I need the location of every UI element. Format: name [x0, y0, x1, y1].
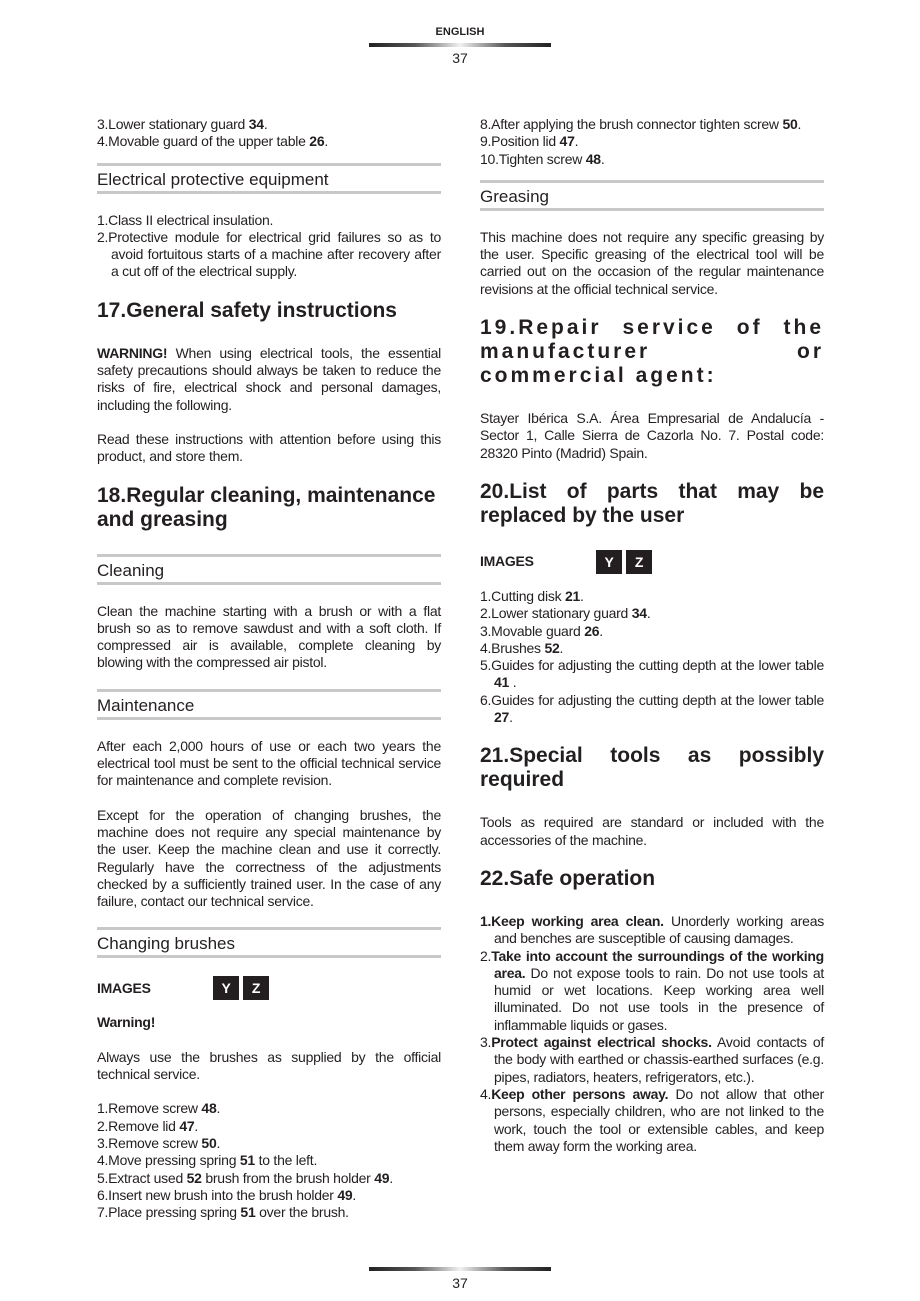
text-run: 22.Safe operation [480, 866, 656, 890]
text-run: Unorderly working areas and benches are susceptible of causing damages. [494, 912, 824, 947]
text-run: Warning! [97, 1014, 156, 1031]
section-heading [97, 484, 441, 532]
list-item [97, 1170, 441, 1187]
bold-text: 34 [631, 605, 647, 622]
text-run: 2.Protective module for electrical grid failures so as to avoid fortuitous starts of a machine after recovery after a cut off of the electrical supply. [97, 228, 441, 280]
text-run: 8.After applying the brush connector tighten screw [480, 116, 783, 132]
list-item [480, 133, 824, 150]
bold-text: Protect against electrical shocks. [491, 1034, 712, 1051]
text-run: Always use the brushes as supplied by the official technical service. [97, 1048, 441, 1083]
text-run: 5.Extract used [97, 1169, 187, 1186]
right-column [480, 116, 824, 1155]
bold-text: 51 [240, 1204, 256, 1221]
text-run: 17.General safety instructions [97, 298, 397, 322]
text-run: 9.Position lid [480, 133, 560, 150]
text-run: 2.Remove lid [97, 1117, 180, 1134]
text-run: Clean the machine starting with a brush or with a flat brush so as to remove sawdust and with a soft cloth. If compressed air is available, complete cleaning by blowing with the compressed air pistol. [97, 602, 441, 671]
text-run: . [509, 674, 517, 691]
text-run: 18.Regular cleaning, maintenance and greasing [97, 483, 436, 531]
paragraph [97, 431, 441, 466]
text-run: . [216, 1100, 221, 1117]
subsection-heading [97, 163, 441, 194]
bold-text: Take into account the surroundings of the working area. [491, 947, 824, 981]
footer-rule [369, 1267, 551, 1271]
text-run: Read these instructions with attention before using this product, and store them. [97, 430, 441, 465]
text-run: . [352, 1186, 357, 1203]
list-item [480, 913, 824, 948]
text-run: 3.Movable guard [480, 622, 585, 639]
text-run: . [324, 133, 329, 150]
bold-text: 52 [544, 639, 560, 656]
list-item [97, 1187, 441, 1204]
text-run: 21.Special tools as possibly required [480, 744, 824, 792]
bold-text: 50 [782, 116, 798, 132]
text-run: Tools as required are standard or included with the accessories of the machine. [480, 814, 824, 848]
list-item [480, 151, 824, 168]
images-label: IMAGES [480, 553, 534, 570]
section-heading [480, 744, 824, 792]
list-item [97, 1100, 441, 1117]
text-run: 6.Insert new brush into the brush holder [97, 1186, 338, 1203]
text-run: Avoid contacts of the body with earthed or chassis-earthed surfaces (e.g. pipes, radiators, heaters, refrigerators, etc.). [494, 1034, 824, 1085]
text-run: . [797, 116, 802, 132]
text-run: . [263, 116, 268, 132]
paragraph [480, 410, 824, 462]
list-item [480, 657, 824, 692]
text-run: 1.Class II electrical insulation. [97, 211, 274, 228]
text-run: 3. [480, 1034, 492, 1051]
text-run: . [389, 1169, 393, 1186]
bold-text: Keep other persons away. [491, 1085, 669, 1102]
page-number-top: 37 [452, 50, 468, 66]
bold-text: 52 [186, 1169, 202, 1186]
images-reference [480, 550, 824, 574]
text-run: 4.Movable guard of the upper table [97, 133, 310, 150]
bold-text: 48 [201, 1100, 217, 1117]
subsection-heading [480, 180, 824, 211]
page-number-bottom: 37 [452, 1275, 468, 1291]
list-item [97, 229, 441, 281]
list-item [480, 640, 824, 657]
bold-text: 49 [374, 1169, 390, 1186]
text-run: brush from the brush holder [201, 1169, 375, 1186]
list-item [480, 1086, 824, 1155]
text-run: Changing brushes [97, 934, 235, 954]
language-label: ENGLISH [435, 26, 485, 38]
warning-label [97, 1014, 441, 1031]
text-run: 10.Tighten screw [480, 150, 586, 167]
text-run: . [509, 709, 513, 726]
list-item [97, 1118, 441, 1135]
paragraph [480, 814, 824, 849]
text-run: . [580, 587, 584, 604]
text-run: 1.Remove screw [97, 1100, 202, 1117]
text-run: Do not expose tools to rain. Do not use tools at humid or wet locations. Keep working area well illuminated. Do not use tools in the presence of inflammable liquids or gases. [494, 964, 824, 1033]
image-badge-y: Y [213, 976, 239, 1000]
bold-text: 21 [564, 587, 581, 604]
section-heading [480, 316, 824, 388]
bold-text: 26 [309, 133, 325, 150]
bold-text: 49 [337, 1186, 353, 1203]
subsection-heading [97, 554, 441, 585]
bold-text: 1.Keep working area clean. [480, 912, 664, 929]
text-run: . [559, 639, 564, 656]
text-run: 19.Repair service of the manufacturer or commercial agent: [480, 316, 824, 388]
text-run: 20.List of parts that may be replaced by the user [480, 479, 824, 527]
text-run: . [600, 150, 605, 167]
paragraph [97, 738, 441, 790]
list-item [97, 1135, 441, 1152]
text-run: 3.Lower stationary guard [97, 116, 249, 132]
text-run: 5.Guides for adjusting the cutting depth at the lower table [480, 657, 824, 674]
image-badge-z: Z [243, 976, 269, 1000]
section-heading [480, 867, 824, 891]
text-run: Maintenance [97, 695, 195, 715]
bold-text: 51 [239, 1152, 255, 1169]
list-item [480, 116, 824, 133]
image-badge-z: Z [626, 550, 652, 574]
bold-text: 34 [248, 116, 264, 132]
paragraph [97, 345, 441, 414]
text-run: 4. [480, 1085, 492, 1102]
list-item [97, 133, 441, 150]
bold-text: 41 [494, 674, 510, 691]
paragraph [97, 1049, 441, 1084]
text-run: 7.Place pressing spring [97, 1204, 241, 1221]
list-item [480, 948, 824, 1034]
images-reference [97, 976, 441, 1000]
paragraph [97, 807, 441, 911]
left-column [97, 116, 441, 1221]
list-item [480, 588, 824, 605]
text-run: 2. [480, 947, 492, 964]
text-run: 1.Cutting disk [480, 587, 565, 604]
text-run: Cleaning [97, 560, 165, 580]
bold-text: 47 [559, 133, 575, 150]
list-item [97, 1152, 441, 1169]
text-run: . [599, 622, 603, 639]
list-item [480, 605, 824, 622]
text-run: Do not allow that other persons, especially children, who are not linked to the work, touch the tool or extensible cables, and keep them away form the working area. [494, 1085, 824, 1154]
text-run: 3.Remove screw [97, 1134, 202, 1151]
bold-text: 48 [585, 150, 601, 167]
text-run: After each 2,000 hours of use or each two years the electrical tool must be sent to the official technical service for maintenance and complete revision. [97, 737, 441, 789]
subsection-heading [97, 927, 441, 958]
list-item [480, 692, 824, 727]
images-label: IMAGES [97, 979, 151, 996]
text-run: 2.Lower stationary guard [480, 605, 632, 622]
text-run: Greasing [480, 186, 549, 206]
text-run: This machine does not require any specific greasing by the user. Specific greasing of the electrical tool will be carried out on the occasion of the regular maintenance revisions at the official technical service. [480, 228, 824, 297]
text-run: 4.Move pressing spring [97, 1152, 240, 1169]
list-item [480, 623, 824, 640]
header-rule [369, 43, 551, 47]
list-item [97, 212, 441, 229]
text-run: When using electrical tools, the essential safety precautions should always be taken to reduce the risks of fire, electrical shock and personal damages, including the following. [97, 344, 441, 413]
text-run: to the left. [254, 1152, 318, 1169]
text-run: 4.Brushes [480, 639, 545, 656]
image-badge-y: Y [596, 550, 622, 574]
paragraph [480, 229, 824, 298]
text-run: . [574, 133, 579, 150]
section-heading [480, 480, 824, 528]
paragraph [97, 603, 441, 672]
text-run: . [216, 1134, 221, 1151]
subsection-heading [97, 689, 441, 720]
list-item [480, 1034, 824, 1086]
text-run: 6.Guides for adjusting the cutting depth at the lower table [480, 691, 824, 708]
text-run: . [194, 1117, 199, 1134]
text-run: over the brush. [255, 1204, 349, 1221]
bold-text: 26 [584, 622, 600, 639]
section-heading [97, 299, 441, 323]
bold-text: 27 [494, 709, 510, 726]
list-item [97, 1204, 441, 1221]
bold-text: 47 [179, 1117, 195, 1134]
text-run: Stayer Ibérica S.A. Área Empresarial de Andalucía - Sector 1, Calle Sierra de Cazorla No. 7. Postal code: 28320 Pinto (Madrid) Spain. [480, 410, 824, 461]
bold-text: 50 [201, 1134, 217, 1151]
bold-text: WARNING! [97, 344, 168, 361]
text-run: Electrical protective equipment [97, 169, 329, 189]
list-item [97, 116, 441, 133]
text-run: Except for the operation of changing brushes, the machine does not require any special maintenance by the user. Keep the machine clean and use it correctly. Regularly have the correctness of the adjustments checked by a sufficiently trained user. In the case of any failure, contact our technical service. [97, 806, 441, 910]
text-run: . [646, 605, 651, 622]
